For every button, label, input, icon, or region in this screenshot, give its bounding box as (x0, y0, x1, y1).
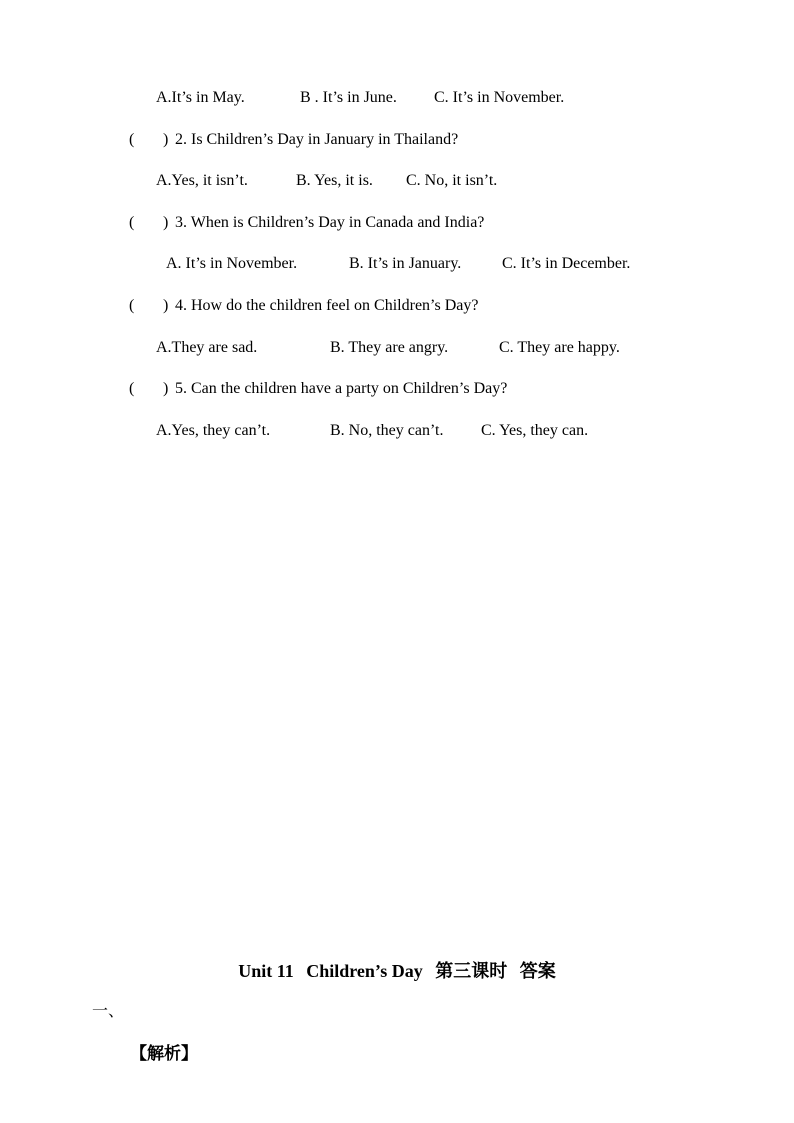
q3-option-c: C. It’s in December. (502, 255, 631, 272)
q5-answer-paren-open: ( (129, 380, 135, 397)
q1-option-b: B . It’s in June. (300, 89, 397, 106)
answer-title-answer: 答案 (519, 961, 556, 981)
q5-answer-paren-close: ) (163, 380, 169, 397)
q2-option-b: B. Yes, it is. (296, 172, 373, 189)
answer-title-name: Children’s Day (306, 961, 423, 981)
q3-answer-paren-open: ( (129, 214, 135, 231)
analysis-label: 【解析】 (130, 1044, 198, 1063)
answer-title-lesson: 第三课时 (435, 961, 508, 981)
q2-option-c: C. No, it isn’t. (406, 172, 498, 189)
q3-answer-paren-close: ) (163, 214, 169, 231)
q2-answer-paren-close: ) (163, 131, 169, 148)
q4-option-c: C. They are happy. (499, 339, 620, 356)
q3-question-text: 3. When is Children’s Day in Canada and India? (175, 214, 485, 231)
q4-question-text: 4. How do the children feel on Children’s Day? (175, 297, 479, 314)
answer-key-title (0, 960, 794, 982)
q5-option-a: A.Yes, they can’t. (156, 422, 271, 439)
q4-option-a: A.They are sad. (156, 339, 258, 356)
answer-title-unit: Unit 11 (238, 961, 294, 981)
q2-question-text: 2. Is Children’s Day in January in Thailand? (175, 131, 459, 148)
q2-answer-paren-open: ( (129, 131, 135, 148)
section-number: 一、 (92, 1003, 125, 1020)
q5-question-text: 5. Can the children have a party on Children’s Day? (175, 380, 508, 397)
q4-option-b: B. They are angry. (330, 339, 449, 356)
q3-option-b: B. It’s in January. (349, 255, 462, 272)
q4-answer-paren-open: ( (129, 297, 135, 314)
q2-option-a: A.Yes, it isn’t. (156, 172, 248, 189)
q4-answer-paren-close: ) (163, 297, 169, 314)
q1-option-a: A.It’s in May. (156, 89, 245, 106)
q3-option-a: A. It’s in November. (166, 255, 298, 272)
q1-option-c: C. It’s in November. (434, 89, 565, 106)
q5-option-b: B. No, they can’t. (330, 422, 444, 439)
q5-option-c: C. Yes, they can. (481, 422, 589, 439)
